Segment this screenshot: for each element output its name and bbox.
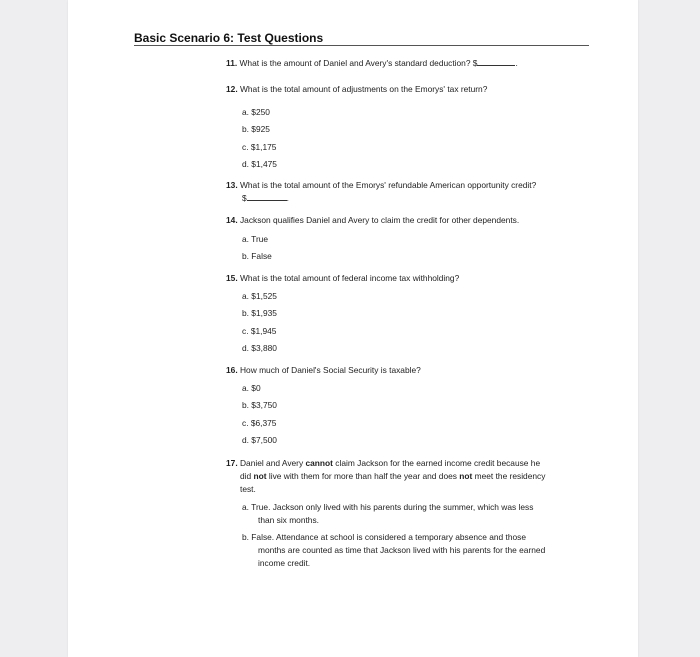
question-number: 11.: [226, 58, 238, 68]
option-d[interactable]: d. $1,475: [242, 159, 277, 169]
option-b[interactable]: b. $1,935: [242, 308, 277, 318]
question-text: What is the total amount of the Emorys' refundable American opportunity credit?: [239, 180, 537, 190]
option-b[interactable]: b. $3,750: [242, 400, 277, 410]
option-c[interactable]: c. $1,945: [242, 326, 277, 336]
title-divider: [134, 45, 589, 46]
question-number: 14.: [226, 215, 238, 225]
punctuation: .: [515, 58, 518, 68]
question-text: What is the amount of Daniel and Avery's standard deduction? $: [239, 58, 478, 68]
emphasis: cannot: [305, 458, 333, 468]
question-text: Jackson qualifies Daniel and Avery to claim the credit for other dependents.: [239, 215, 520, 225]
document-page: [68, 0, 638, 657]
question-number: 15.: [226, 273, 238, 283]
question-13-answer-line: [242, 192, 289, 205]
question-number: 13.: [226, 180, 238, 190]
option-d[interactable]: d. $3,880: [242, 343, 277, 353]
dollar-sign: $: [242, 193, 247, 203]
option-a[interactable]: a. $0: [242, 383, 261, 393]
question-number: 17.: [226, 458, 238, 468]
question-text: did: [240, 471, 254, 481]
question-16: [226, 364, 421, 377]
option-b[interactable]: b. False. Attendance at school is considered a temporary absence and those: [242, 532, 526, 542]
option-a[interactable]: a. $250: [242, 107, 270, 117]
option-a[interactable]: a. True. Jackson only lived with his parents during the summer, which was less: [242, 502, 534, 512]
answer-blank[interactable]: [247, 192, 287, 201]
question-text: meet the residency: [472, 471, 546, 481]
question-17: [226, 457, 540, 470]
question-13: [226, 179, 536, 192]
option-a-continued: than six months.: [258, 515, 319, 525]
option-b-continued: income credit.: [258, 558, 311, 568]
question-text: claim Jackson for the earned income credit because he: [332, 458, 541, 468]
emphasis: not: [459, 471, 473, 481]
question-15: [226, 272, 459, 285]
option-c[interactable]: c. $1,175: [242, 142, 277, 152]
question-text: What is the total amount of adjustments on the Emorys' tax return?: [239, 84, 488, 94]
question-text: Daniel and Avery: [239, 458, 306, 468]
question-12: [226, 83, 487, 96]
answer-blank[interactable]: [477, 57, 518, 68]
option-c[interactable]: c. $6,375: [242, 418, 277, 428]
question-14: [226, 214, 519, 227]
question-text: How much of Daniel's Social Security is taxable?: [239, 365, 421, 375]
question-text: What is the total amount of federal income tax withholding?: [239, 273, 460, 283]
option-d[interactable]: d. $7,500: [242, 435, 277, 445]
option-a[interactable]: a. True: [242, 234, 269, 244]
question-17-line-3: test.: [240, 484, 256, 494]
option-b[interactable]: b. $925: [242, 124, 270, 134]
question-number: 16.: [226, 365, 238, 375]
question-number: 12.: [226, 84, 238, 94]
option-b[interactable]: b. False: [242, 251, 272, 261]
page-title: Basic Scenario 6: Test Questions: [134, 31, 324, 45]
question-text: live with them for more than half the year and does: [266, 471, 460, 481]
option-b-continued: months are counted as time that Jackson lived with his parents for the earned: [258, 545, 546, 555]
option-a[interactable]: a. $1,525: [242, 291, 277, 301]
question-11: [226, 57, 518, 70]
punctuation: .: [286, 193, 289, 203]
emphasis: not: [253, 471, 267, 481]
question-17-line-2: [240, 470, 545, 483]
